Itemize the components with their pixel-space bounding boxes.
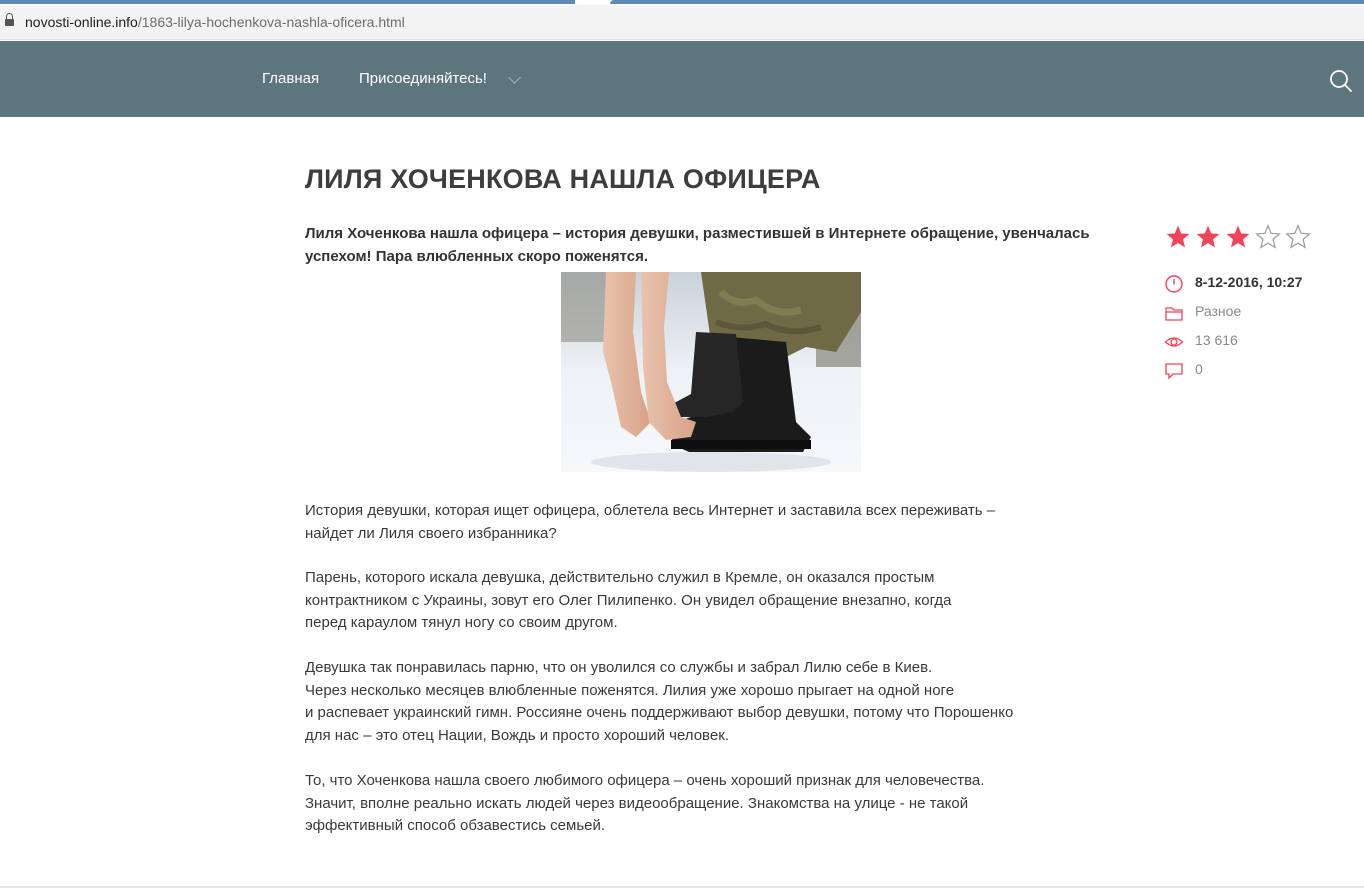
- date-text: 8-12-2016, 10:27: [1195, 274, 1303, 290]
- paragraph-line: Девушка так понравилась парню, что он уволился со службы и забрал Лилю себе в Киев.: [305, 659, 933, 676]
- address-bar[interactable]: [0, 5, 1364, 40]
- comment-icon: [1164, 361, 1184, 381]
- paragraph-line: контрактником с Украины, зовут его Олег Пилипенко. Он увидел обращение внезапно, когда: [305, 591, 952, 609]
- article-title: ЛИЛЯ ХОЧЕНКОВА НАШЛА ОФИЦЕРА: [305, 164, 821, 194]
- rating-stars[interactable]: [1165, 224, 1315, 252]
- article-paragraph: [305, 657, 1125, 747]
- article-paragraph: [305, 567, 1125, 635]
- article-lead: Лиля Хоченкова нашла офицера – история девушки, разместившей в Интернете обращение, увенчалась успехом! Пара влюбленных скоро поженятся.: [305, 225, 1090, 265]
- search-icon[interactable]: [1329, 69, 1353, 93]
- lock-icon[interactable]: [5, 18, 14, 27]
- url-path: /1863-lilya-hochenkova-nashla-oficera.html: [137, 14, 405, 30]
- article-paragraph: [305, 770, 1125, 838]
- paragraph-line: Через несколько месяцев влюбленные поженятся. Лилия уже хорошо прыгает на одной ноге: [305, 681, 955, 699]
- browser-tab[interactable]: [0, 0, 575, 4]
- paragraph-line: перед караулом тянул ногу со своим другом.: [305, 614, 618, 632]
- views-count: 13 616: [1195, 332, 1238, 348]
- url-domain: novosti-online.info: [25, 14, 138, 30]
- paragraph-line: для нас – это отец Нации, Вождь и просто хороший человек.: [305, 726, 729, 744]
- star-icon[interactable]: [1225, 224, 1251, 250]
- paragraph-line: эффективный способ обзавестись семьей.: [305, 817, 606, 835]
- folder-icon: [1164, 303, 1184, 323]
- paragraph-line: найдет ли Лиля своего избранника?: [305, 524, 557, 542]
- clock-icon: [1164, 274, 1184, 294]
- footer-divider: [0, 886, 1364, 888]
- browser-tab[interactable]: [610, 0, 1364, 4]
- url-text[interactable]: [25, 14, 405, 30]
- site-header: [0, 41, 1364, 117]
- nav-home-link[interactable]: Главная: [262, 70, 320, 87]
- star-icon[interactable]: [1285, 224, 1311, 250]
- paragraph-line: Значит, вполне реально искать людей через видеообращение. Знакомства на улице - не такой: [305, 794, 969, 812]
- nav-join-link[interactable]: Присоединяйтесь!: [359, 70, 487, 87]
- star-icon[interactable]: [1195, 224, 1221, 250]
- eye-icon: [1164, 332, 1184, 352]
- paragraph-line: История девушки, которая ищет офицера, облетела весь Интернет и заставила всех переживать –: [305, 502, 996, 519]
- paragraph-line: Парень, которого искала девушка, действительно служил в Кремле, он оказался простым: [305, 569, 935, 586]
- star-icon[interactable]: [1255, 224, 1281, 250]
- paragraph-line: и распевает украинский гимн. Россияне очень поддерживают выбор девушки, потому что Порошенко: [305, 704, 1014, 722]
- paragraph-line: То, что Хоченкова нашла своего любимого офицера – очень хороший признак для человечества.: [305, 772, 985, 789]
- article-paragraph: [305, 500, 1125, 545]
- star-icon[interactable]: [1165, 224, 1191, 250]
- category-link[interactable]: Разное: [1195, 303, 1242, 319]
- chevron-down-icon[interactable]: [508, 71, 521, 84]
- comments-count[interactable]: 0: [1195, 361, 1203, 377]
- article-photo: [561, 272, 861, 472]
